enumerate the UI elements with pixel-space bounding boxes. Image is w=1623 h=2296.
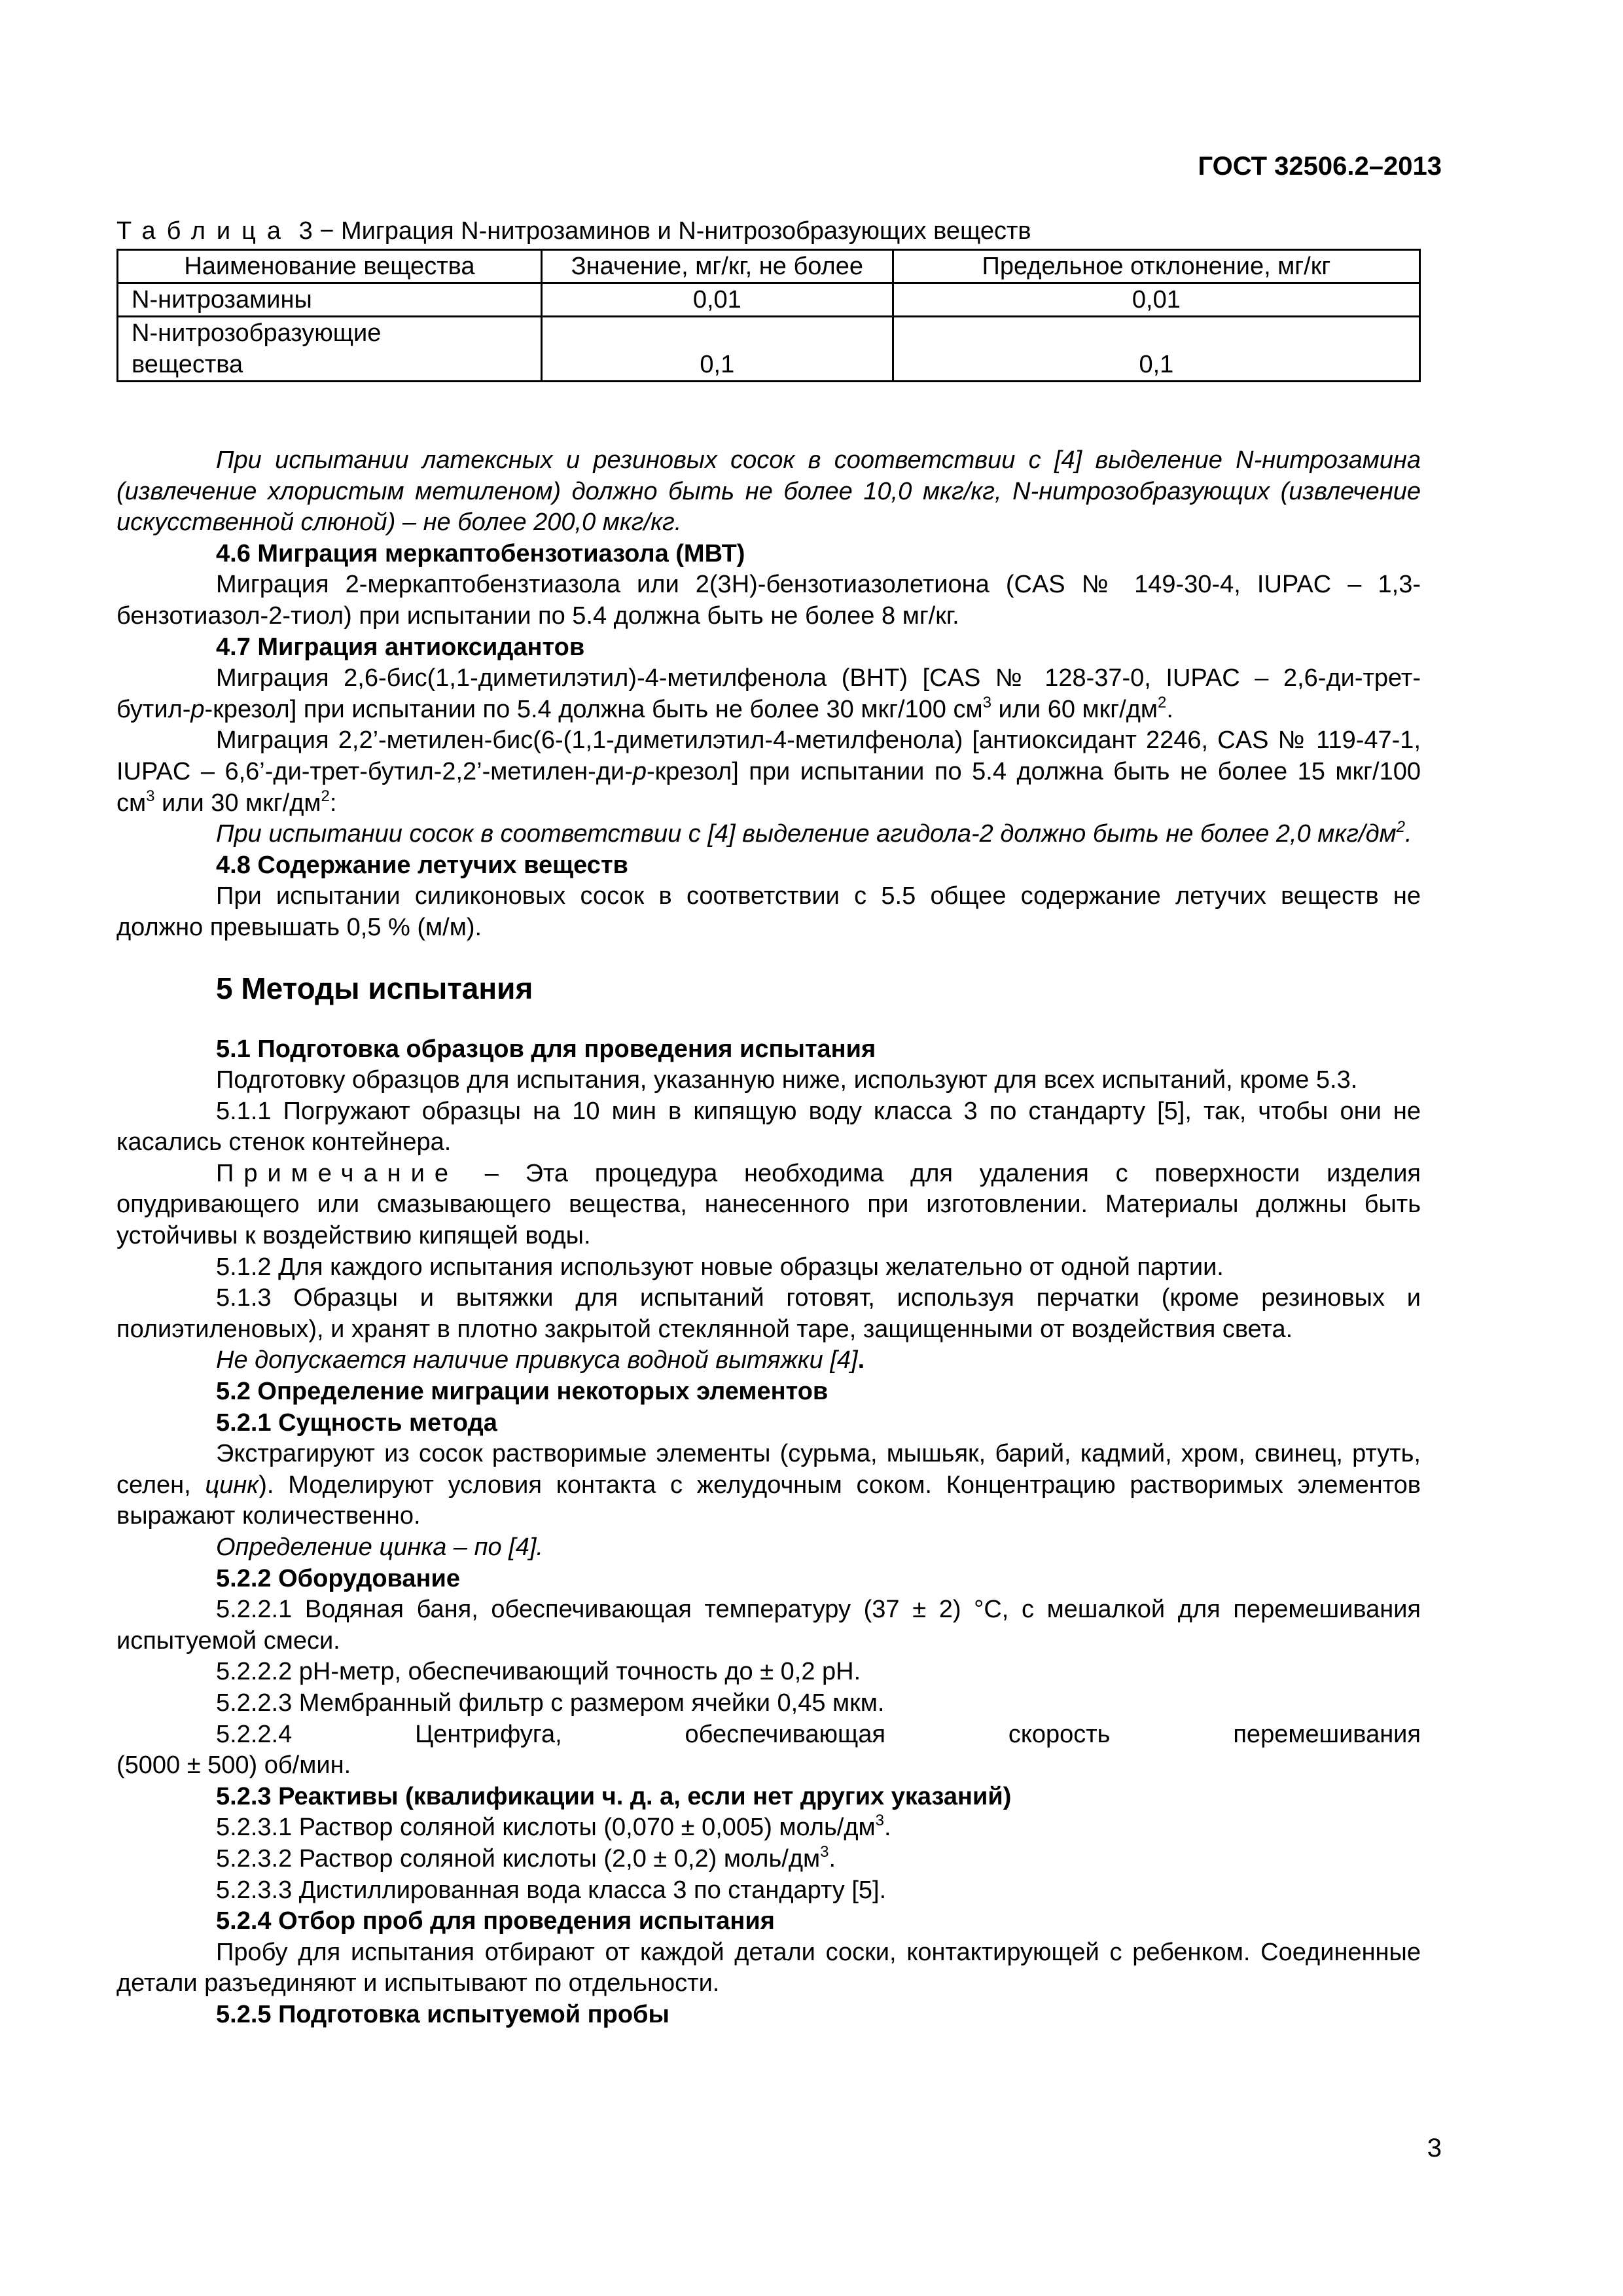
note-label: Примечание bbox=[216, 1159, 458, 1187]
document-header: ГОСТ 32506.2–2013 bbox=[1198, 152, 1442, 181]
paragraph: 5.1.1 Погружают образцы на 10 мин в кипящую воду класса 3 по стандарту [5], так, чтобы они не касались стенок контейнера. bbox=[116, 1097, 1421, 1157]
table-cell: N-нитрозобразующие вещества bbox=[118, 317, 542, 382]
subsection-heading: 4.6 Миграция меркаптобензотиазола (МВТ) bbox=[216, 539, 745, 567]
paragraph: Миграция 2,2’-метилен-бис(6-(1,1-диметилэтил-4-метилфенола) [антиоксидант 2246, CAS № 119-47-1, IUPAC – 6,6’-ди-трет-бутил-2,2’-метилен-ди-p-крезол] при испытании по 5.4 должна быть не более 15 мкг/100 $см^3$ или 30 мкг/$дм^2$: bbox=[116, 726, 1421, 817]
table-cell: N-нитрозамины bbox=[118, 283, 542, 317]
table-header-cell: Наименование вещества bbox=[118, 250, 542, 283]
paragraph: Не допускается наличие привкуса водной вытяжки [4]. bbox=[216, 1346, 865, 1374]
table-cell: 0,01 bbox=[893, 283, 1419, 317]
subsection-heading: 5.2.5 Подготовка испытуемой пробы bbox=[216, 2000, 669, 2028]
subsection-heading: 4.7 Миграция антиоксидантов bbox=[216, 633, 585, 661]
table-header-cell: Предельное отклонение, мг/кг bbox=[893, 250, 1419, 283]
paragraph: 5.2.2.3 Мембранный фильтр с размером ячейки 0,45 мкм. bbox=[216, 1689, 885, 1717]
paragraph: 5.2.2.4 Центрифуга, обеспечивающая скорость перемешивания bbox=[216, 1720, 1421, 1748]
paragraph: При испытании латексных и резиновых сосок в соответствии с [4] выделение N-нитрозамина (извлечение хлористым метиленом) должно быть не более 10,0 мкг/кг, N-нитрозобразующих (извлечение искусственной слюной) – не более 200,0 мкг/кг. bbox=[116, 446, 1421, 537]
table-caption-dash: − bbox=[319, 217, 334, 245]
table-header-cell: Значение, мг/кг, не более bbox=[541, 250, 893, 283]
table-caption-label: Таблица bbox=[116, 217, 292, 245]
paragraph: Миграция 2-меркаптобензтиазола или 2(3H)-бензотиазолетиона (CAS № 149-30-4, IUPAC – 1,3-бензотиазол-2-тиол) при испытании по 5.4 должна быть не более 8 мг/кг. bbox=[116, 571, 1421, 630]
paragraph: Определение цинка – по [4]. bbox=[216, 1534, 543, 1561]
paragraph: Пробу для испытания отбирают от каждой детали соски, контактирующей с ребенком. Соединенные детали разъединяют и испытывают по отдельности. bbox=[116, 1938, 1421, 1998]
table-row bbox=[118, 317, 1420, 382]
paragraph: 5.2.2.2 pH-метр, обеспечивающий точность до ± 0,2 pH. bbox=[216, 1658, 861, 1686]
section-heading: 5 Методы испытания bbox=[216, 971, 533, 1005]
subsection-heading: 5.2.1 Сущность метода bbox=[216, 1408, 497, 1437]
subsection-heading: 5.2.2 Оборудование bbox=[216, 1564, 460, 1592]
paragraph: Подготовку образцов для испытания, указанную ниже, используют для всех испытаний, кроме 5.3. bbox=[216, 1066, 1358, 1094]
table-cell: 0,1 bbox=[893, 317, 1419, 382]
paragraph: 5.1.3 Образцы и вытяжки для испытаний готовят, используя перчатки (кроме резиновых и полиэтиленовых), и хранят в плотно закрытой стеклянной таре, защищенными от воздействия света. bbox=[116, 1284, 1421, 1343]
paragraph: 5.2.3.1 Раствор соляной кислоты (0,070 ± 0,005) моль/$дм^3$. bbox=[216, 1812, 891, 1842]
paragraph: 5.1.2 Для каждого испытания используют новые образцы желательно от одной партии. bbox=[216, 1253, 1224, 1281]
table-cell: 0,01 bbox=[541, 283, 893, 317]
paragraph: 5.2.3.3 Дистиллированная вода класса 3 по стандарту [5]. bbox=[216, 1876, 887, 1904]
page-number: 3 bbox=[1427, 2134, 1442, 2162]
paragraph: При испытании силиконовых сосок в соответствии с 5.5 общее содержание летучих веществ не должно превышать 0,5 % (м/м). bbox=[116, 882, 1421, 941]
table-row bbox=[118, 283, 1420, 317]
document-body bbox=[116, 445, 1421, 2031]
table-caption bbox=[116, 217, 1031, 245]
table-caption-title: Миграция N-нитрозаминов и N-нитрозобразующих веществ bbox=[341, 217, 1031, 245]
subsection-heading: 5.2.3 Реактивы (квалификации ч. д. а, если нет других указаний) bbox=[216, 1782, 1012, 1810]
table-caption-number: 3 bbox=[298, 217, 313, 245]
paragraph: Экстрагируют из сосок растворимые элементы (сурьма, мышьяк, барий, кадмий, хром, свинец, ртуть, селен, цинк). Моделируют условия контакта с желудочным соком. Концентрацию растворимых элементов выражают количественно. bbox=[116, 1440, 1421, 1530]
paragraph: При испытании сосок в соответствии с [4] выделение агидола-2 должно быть не более 2,0 мкг/$дм^2$. bbox=[216, 818, 1412, 848]
note-paragraph: Примечание – Эта процедура необходима для удаления с поверхности изделия опудривающего или смазывающего вещества, нанесенного при изготовлении. Материалы должны быть устойчивы к воздействию кипящей воды. bbox=[116, 1159, 1421, 1250]
subsection-heading: 4.8 Содержание летучих веществ bbox=[216, 851, 628, 879]
table-header-row bbox=[118, 250, 1420, 283]
subsection-heading: 5.2.4 Отбор проб для проведения испытания bbox=[216, 1907, 775, 1935]
subsection-heading: 5.1 Подготовка образцов для проведения испытания bbox=[216, 1035, 876, 1063]
paragraph: Миграция 2,6-бис(1,1-диметилэтил)-4-метилфенола (ВНТ) [CAS № 128-37-0, IUPAC – 2,6-ди-трет-бутил-p-крезол] при испытании по 5.4 должна быть не более 30 мкг/100 $см^3$ или 60 мкг/$дм^2$. bbox=[116, 664, 1421, 723]
paragraph: (5000 ± 500) об/мин. bbox=[116, 1751, 351, 1780]
migration-table bbox=[116, 249, 1421, 382]
table-cell: 0,1 bbox=[541, 317, 893, 382]
subsection-heading: 5.2 Определение миграции некоторых элементов bbox=[216, 1378, 829, 1406]
paragraph: 5.2.2.1 Водяная баня, обеспечивающая температуру (37 ± 2) °С, с мешалкой для перемешивания испытуемой смеси. bbox=[116, 1596, 1421, 1655]
paragraph: 5.2.3.2 Раствор соляной кислоты (2,0 ± 0,2) моль/$дм^3$. bbox=[216, 1842, 836, 1873]
